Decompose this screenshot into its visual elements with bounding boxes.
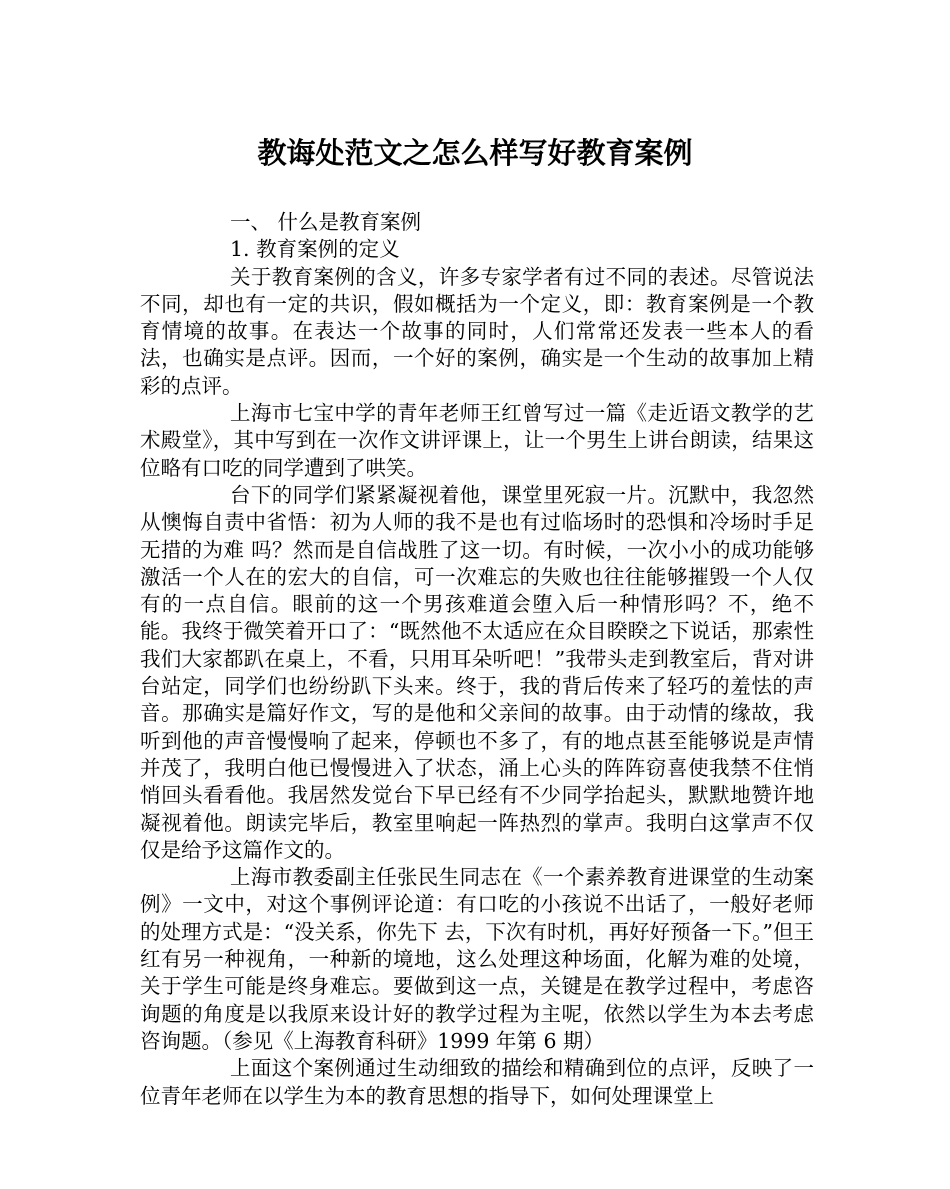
paragraph: 台下的同学们紧紧凝视着他，课堂里死寂一片。沉默中，我忽然从懊悔自责中省悟：初为人师的我不是也有过临场时的恐惧和冷场时手足无措的为难 吗？然而是自信战胜了这一切。有时候，一次小小的成功能够激活一个人在的宏大的自信，可一次难忘的失败也往往能够摧毁一个人仅有的一点自信。眼前的这一个男孩难道会堕入后一种情形吗？不，绝不能。我终于微笑着开口了：“既然他不太适应在众目睽睽之下说话，那索性我们大家都趴在桌上，不看，只用耳朵听吧！”我带头走到教室后，背对讲台站定，同学们也纷纷趴下头来。终于，我的背后传来了轻巧的羞怯的声音。那确实是篇好作文，写的是他和父亲间的故事。由于动情的缘故，我听到他的声音慢慢响了起来，停顿也不多了，有的地点甚至能够说是声情并茂了，我明白他已慢慢进入了状态，涌上心头的阵阵窃喜使我禁不住悄悄回头看看他。我居然发觉台下早已经有不少同学抬起头，默默地赞许地凝视着他。朗读完毕后，教室里响起一阵热烈的掌声。我明白这掌声不仅仅是给予这篇作文的。 [140,482,814,862]
document-title: 教诲处范文之怎么样写好教育案例 [257,136,693,170]
paragraph: 关于教育案例的含义，许多专家学者有过不同的表述。尽管说法不同，却也有一定的共识，假如概括为一个定义，即：教育案例是一个教育情境的故事。在表达一个故事的同时，人们常常还发表一些本人的看法，也确实是点评。因而，一个好的案例，确实是一个生动的故事加上精彩的点评。 [140,264,814,398]
paragraph: 上海市七宝中学的青年老师王红曾写过一篇《走近语文教学的艺术殿堂》，其中写到在一次作文讲评课上，让一个男生上讲台朗读，结果这位略有口吃的同学遭到了哄笑。 [140,401,814,480]
subsection-heading: 1. 教育案例的定义 [230,237,400,262]
paragraph: 上面这个案例通过生动细致的描绘和精确到位的点评，反映了一位青年老师在以学生为本的教育思想的指导下，如何处理课堂上 [140,1056,814,1108]
document-body [140,209,814,1110]
paragraph: 上海市教委副主任张民生同志在《一个素养教育进课堂的生动案例》一文中，对这个事例评论道：有口吃的小孩说不出话了，一般好老师的处理方式是：“没关系，你先下 去，下次有时机，再好好预备一下。”但王红有另一种视角，一种新的境地，这么处理这种场面，化解为难的处境，关于学生可能是终身难忘。要做到这一点，关键是在教学过程中，考虑咨询题的角度是以我原来设计好的教学过程为主呢，依然以学生为本去考虑咨询题。（参见《上海教育科研》1999 年第 6 期） [140,865,814,1053]
section-heading: 一、 什么是教育案例 [230,210,422,234]
